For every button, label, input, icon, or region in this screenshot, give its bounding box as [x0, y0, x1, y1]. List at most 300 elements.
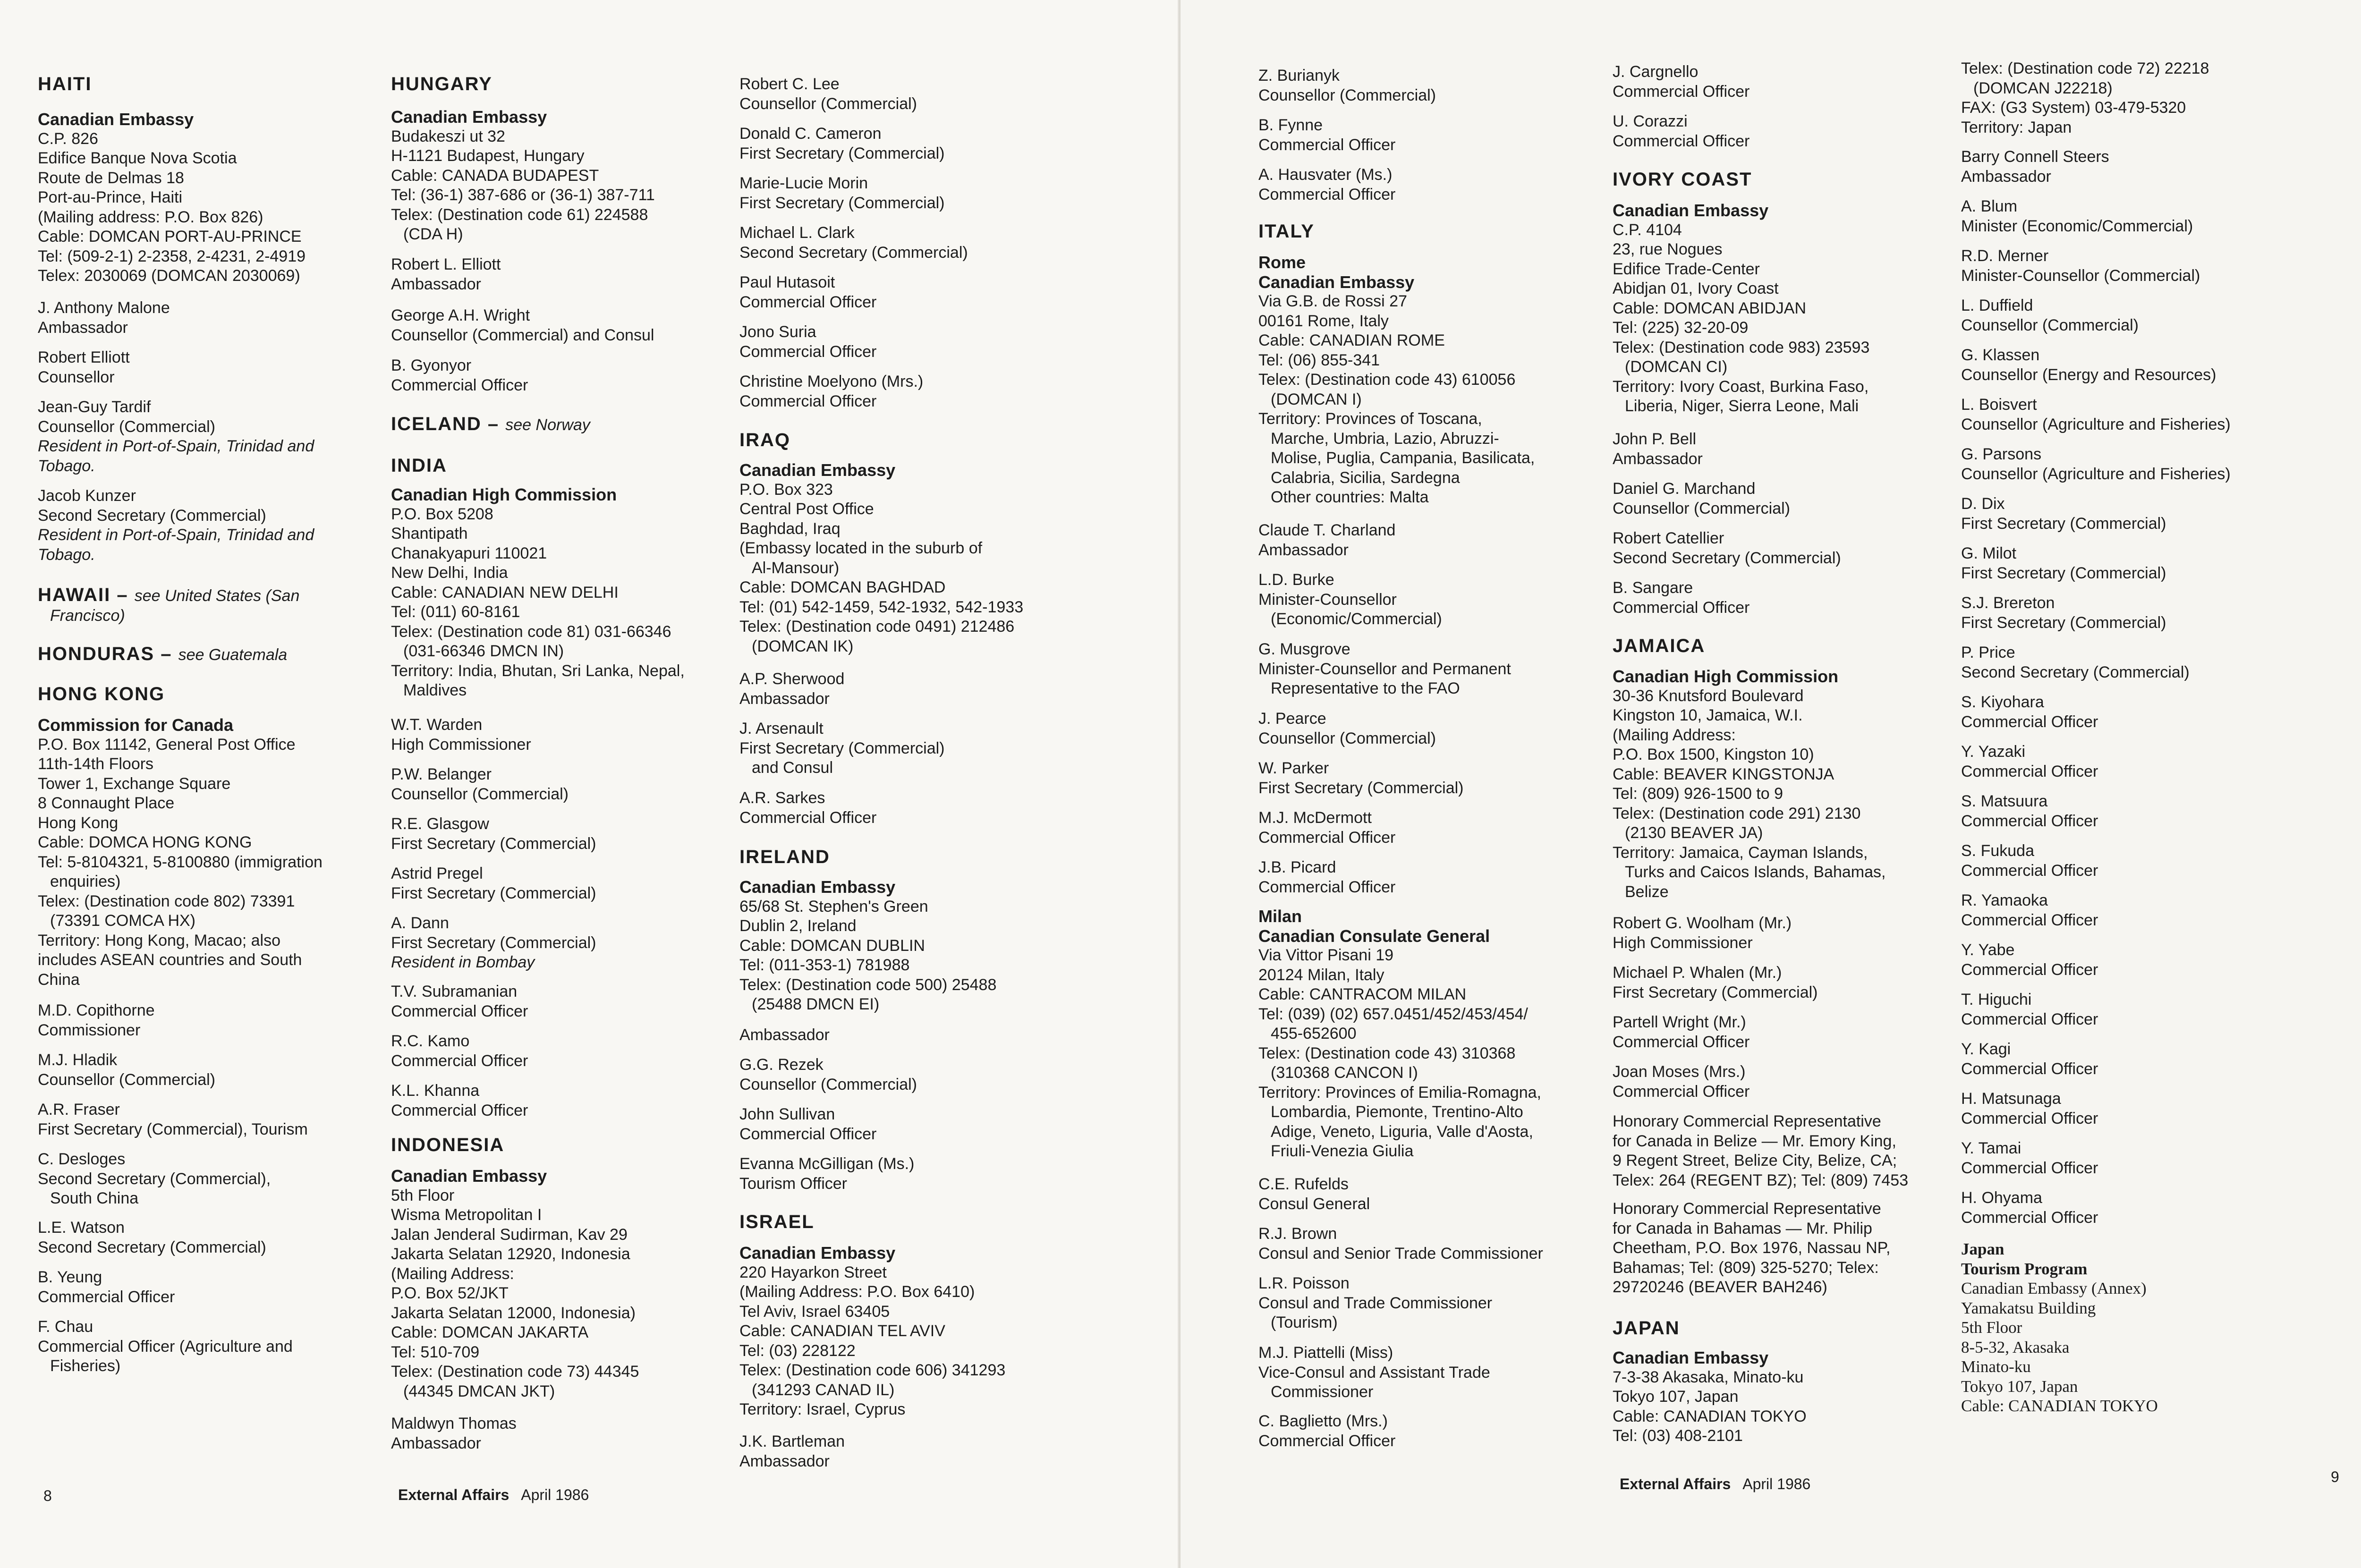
entry-line: J. Pearce	[1258, 710, 1326, 728]
office-heading: Rome	[1258, 253, 1306, 272]
office-heading: Canadian Embassy	[739, 1243, 896, 1263]
entry-line: Telex: (Destination code 606) 341293	[739, 1361, 1006, 1379]
entry-line: Tel: 510-709	[391, 1343, 480, 1361]
entry-line: P.W. Belanger	[391, 765, 492, 783]
office-heading: Canadian Embassy	[739, 877, 896, 897]
entry-line: Adige, Veneto, Liguria, Valle d'Aosta,	[1271, 1122, 1533, 1141]
entry-line: (25488 DMCN EI)	[752, 995, 880, 1013]
entry-line: 220 Hayarkon Street	[739, 1263, 887, 1281]
country-heading	[38, 644, 287, 665]
directory-entry	[1961, 593, 2166, 633]
directory-entry	[739, 460, 1023, 656]
entry-line: Y. Yabe	[1961, 941, 2015, 959]
directory-entry	[391, 864, 596, 903]
entry-line: Territory: India, Bhutan, Sri Lanka, Nepal,	[391, 661, 685, 680]
country-heading: IRELAND	[739, 847, 830, 867]
entry-line: Cable: DOMCAN JAKARTA	[391, 1323, 589, 1341]
entry-line: Counsellor (Commercial)	[38, 1070, 215, 1089]
entry-line: Resident in Port-of-Spain, Trinidad and	[38, 526, 314, 544]
entry-line: First Secretary (Commercial)	[739, 144, 945, 162]
directory-entry	[1961, 544, 2166, 583]
entry-line: Z. Burianyk	[1258, 67, 1340, 85]
entry-line: Robert L. Elliott	[391, 255, 501, 273]
dash: –	[154, 644, 178, 664]
directory-entry	[739, 788, 876, 828]
directory-entry	[739, 848, 830, 867]
entry-line: Telex: (Destination code 61) 224588	[391, 205, 648, 224]
entry-line: G. Parsons	[1961, 445, 2042, 463]
directory-entry	[1613, 529, 1841, 568]
entry-line: Minister (Economic/Commercial)	[1961, 217, 2193, 235]
entry-line: Counsellor (Agriculture and Fisheries)	[1961, 465, 2231, 483]
entry-line: (DOMCAN CI)	[1625, 358, 1728, 376]
entry-line: Commercial Officer	[1258, 185, 1396, 203]
footer-date: April 1986	[1742, 1475, 1811, 1492]
entry-line: Commercial Officer	[391, 1101, 528, 1119]
directory-entry	[1961, 1188, 2098, 1228]
entry-line: Calabria, Sicilia, Sardegna	[1271, 468, 1460, 487]
entry-line: Tel: (03) 228122	[739, 1341, 856, 1360]
entry-line: C.P. 826	[38, 129, 98, 148]
entry-line: Tel: (36-1) 387-686 or (36-1) 387-711	[391, 186, 655, 204]
directory-entry	[1961, 1040, 2098, 1079]
entry-line: for Canada in Bahamas — Mr. Philip	[1613, 1219, 1872, 1237]
entry-line: Consul and Senior Trade Commissioner	[1258, 1244, 1543, 1263]
entry-line: Cable: DOMCAN BAGHDAD	[739, 578, 946, 596]
directory-entry	[1961, 1089, 2098, 1128]
directory-entry	[739, 1243, 1005, 1420]
entry-line: Commercial Officer	[391, 1051, 528, 1070]
entry-line: Minister-Counsellor (Commercial)	[1961, 266, 2200, 285]
office-heading: Canadian Embassy	[1613, 201, 1769, 220]
entry-line: Michael L. Clark	[739, 224, 855, 242]
entry-line: L. Boisvert	[1961, 396, 2037, 414]
country-heading: HAITI	[38, 74, 92, 94]
entry-line: Territory: Hong Kong, Macao; also	[38, 931, 281, 949]
directory-entry	[391, 1032, 528, 1071]
directory-entry	[739, 877, 996, 1015]
entry-line: Commercial Officer	[1961, 712, 2098, 731]
entry-line: 7-3-38 Akasaka, Minato-ku	[1613, 1368, 1804, 1386]
office-heading: Canadian Embassy	[38, 110, 194, 129]
office-heading: Commission for Canada	[38, 715, 234, 735]
entry-line: C.E. Rufelds	[1258, 1175, 1349, 1193]
entry-line: (2130 BEAVER JA)	[1625, 824, 1763, 842]
entry-line: Tel: (039) (02) 657.0451/452/453/454/	[1258, 1005, 1528, 1023]
directory-entry	[739, 174, 944, 213]
entry-line: P.O. Box 5208	[391, 505, 493, 523]
entry-line: Counsellor (Agriculture and Fisheries)	[1961, 415, 2231, 433]
entry-line: Jono Suria	[739, 323, 816, 341]
entry-line: C. Baglietto (Mrs.)	[1258, 1412, 1388, 1430]
directory-entry	[1961, 197, 2193, 236]
entry-line: (44345 DMCAN JKT)	[403, 1382, 555, 1400]
entry-line: Robert G. Woolham (Mr.)	[1613, 914, 1792, 932]
office-heading: Canadian Embassy	[1258, 272, 1415, 292]
entry-line: Commercial Officer	[391, 376, 528, 394]
entry-line: Robert C. Lee	[739, 75, 840, 93]
dash: –	[110, 585, 135, 605]
directory-entry	[38, 685, 165, 704]
entry-line: B. Yeung	[38, 1268, 102, 1286]
country-heading: HONG KONG	[38, 684, 165, 704]
entry-line: Counsellor (Commercial)	[1258, 86, 1436, 104]
entry-line: Jacob Kunzer	[38, 487, 136, 505]
entry-line: M.J. Hladik	[38, 1051, 118, 1069]
entry-line: (Economic/Commercial)	[1271, 610, 1442, 628]
directory-entry	[38, 1100, 308, 1139]
entry-line: C. Desloges	[38, 1150, 126, 1168]
entry-line: 20124 Milan, Italy	[1258, 966, 1384, 984]
entry-line: Commercial Officer	[1961, 1159, 2098, 1177]
directory-entry	[1961, 742, 2098, 781]
entry-line: H-1121 Budapest, Hungary	[391, 147, 585, 165]
entry-line: G. Musgrove	[1258, 640, 1350, 658]
entry-line: South China	[50, 1189, 139, 1207]
directory-entry	[1613, 112, 1750, 151]
entry-line: Ambassador	[1613, 449, 1703, 468]
entry-line: Cable: CANTRACOM MILAN	[1258, 985, 1467, 1003]
entry-line: R.J. Brown	[1258, 1225, 1337, 1243]
entry-line: (031-66346 DMCN IN)	[403, 642, 564, 660]
country-name: HONDURAS	[38, 644, 155, 664]
entry-line: includes ASEAN countries and South	[38, 951, 302, 969]
entry-line: 5th Floor	[391, 1186, 455, 1204]
directory-entry	[1258, 222, 1315, 242]
entry-line: Counsellor (Commercial)	[739, 1075, 917, 1093]
office-heading: Canadian Embassy	[739, 460, 896, 480]
entry-line: Commissioner	[38, 1021, 141, 1039]
entry-line: Al-Mansour)	[752, 559, 840, 577]
footer-publication: External Affairs	[1620, 1475, 1731, 1492]
entry-line: Via Vittor Pisani 19	[1258, 946, 1394, 964]
entry-line: Commercial Officer	[1961, 1059, 2098, 1078]
entry-line: Tel: 5-8104321, 5-8100880 (immigration	[38, 853, 323, 871]
directory-entry	[1613, 479, 1790, 518]
entry-line: Tobago.	[38, 545, 95, 564]
entry-line: Commercial Officer	[1961, 812, 2098, 830]
entry-line: Marche, Umbria, Lazio, Abruzzi-	[1271, 429, 1499, 448]
entry-line: Cable: CANADIAN TOKYO	[1613, 1407, 1807, 1425]
entry-line: Barry Connell Steers	[1961, 148, 2109, 166]
entry-line: A. Dann	[391, 914, 449, 932]
office-heading: Canadian Consulate General	[1258, 926, 1490, 946]
directory-entry	[1258, 1412, 1395, 1451]
entry-line: Commercial Officer	[739, 392, 877, 410]
left-page-number: 8	[43, 1487, 52, 1504]
entry-line: A.R. Fraser	[38, 1101, 120, 1119]
directory-entry	[1961, 643, 2190, 682]
entry-line: Consul and Trade Commissioner	[1258, 1294, 1493, 1312]
directory-entry	[739, 1154, 914, 1194]
directory-entry	[38, 1001, 155, 1040]
entry-line: G.G. Rezek	[739, 1056, 824, 1074]
country-heading	[38, 585, 299, 606]
entry-line: 23, rue Nogues	[1613, 240, 1723, 258]
tourism-heading: Japan	[1961, 1240, 2004, 1258]
entry-line: First Secretary (Commercial)	[391, 884, 596, 902]
entry-line: 65/68 St. Stephen's Green	[739, 897, 928, 915]
footer-date: April 1986	[521, 1486, 589, 1503]
directory-entry	[739, 1105, 876, 1144]
directory-entry	[1613, 62, 1750, 102]
entry-line: George A.H. Wright	[391, 306, 530, 324]
directory-entry	[38, 644, 287, 665]
entry-line: China	[38, 970, 80, 989]
entry-line: P. Price	[1961, 644, 2015, 661]
entry-line: Christine Moelyono (Mrs.)	[739, 373, 924, 390]
entry-line: J.B. Picard	[1258, 858, 1336, 876]
entry-line: Ambassador	[739, 1452, 830, 1470]
entry-line: Cable: CANADA BUDAPEST	[391, 166, 599, 185]
entry-line: Chanakyapuri 110021	[391, 544, 547, 562]
entry-line: P.O. Box 1500, Kingston 10)	[1613, 746, 1814, 763]
entry-line: A.P. Sherwood	[739, 670, 845, 688]
entry-line: Commercial Officer	[1961, 762, 2098, 780]
entry-line: C.P. 4104	[1613, 220, 1682, 239]
directory-entry	[1613, 636, 1705, 656]
entry-line: John P. Bell	[1613, 430, 1697, 448]
entry-line: Counsellor (Energy and Resources)	[1961, 365, 2217, 384]
entry-line: U. Corazzi	[1613, 112, 1688, 130]
country-heading	[391, 415, 590, 435]
directory-entry	[38, 348, 130, 387]
entry-line: Ambassador	[38, 318, 128, 337]
entry-line: Francisco)	[50, 606, 125, 625]
see-reference: see Norway	[505, 416, 590, 434]
directory-entry	[391, 255, 501, 294]
entry-line: Resident in Bombay	[391, 953, 535, 971]
entry-line: Ambassador	[391, 1434, 481, 1452]
entry-line: Commercial Officer	[739, 342, 877, 361]
entry-line: Tel: (01) 542-1459, 542-1932, 542-1933	[739, 598, 1024, 616]
directory-entry	[1961, 296, 2139, 335]
entry-line: First Secretary (Commercial)	[391, 933, 596, 952]
entry-line: M.D. Copithorne	[38, 1001, 155, 1019]
directory-entry	[1613, 170, 1752, 190]
entry-line: Tokyo 107, Japan	[1961, 1377, 2078, 1396]
entry-line: Territory: Ivory Coast, Burkina Faso,	[1613, 377, 1869, 396]
entry-line: Resident in Port-of-Spain, Trinidad and	[38, 437, 314, 455]
country-heading: INDIA	[391, 455, 447, 476]
right-page	[1180, 0, 2361, 1568]
entry-line: Molise, Puglia, Campania, Basilicata,	[1271, 449, 1535, 467]
entry-line: Baghdad, Iraq	[739, 519, 841, 538]
directory-entry	[1258, 759, 1463, 798]
entry-line: Belize	[1625, 882, 1669, 901]
entry-line: Cable: DOMCAN ABIDJAN	[1613, 299, 1806, 317]
directory-entry	[38, 1317, 293, 1376]
entry-line: for Canada in Belize — Mr. Emory King,	[1613, 1132, 1896, 1150]
entry-line: Territory: Israel, Cyprus	[739, 1400, 906, 1418]
entry-line: P.O. Box 11142, General Post Office	[38, 735, 296, 754]
entry-line: Jean-Guy Tardif	[38, 398, 151, 416]
entry-line: Commercial Officer	[38, 1288, 175, 1306]
entry-line: Cable: CANADIAN TEL AVIV	[739, 1322, 945, 1340]
entry-line: Telex: (Destination code 983) 23593	[1613, 338, 1870, 356]
directory-entry	[1961, 693, 2098, 732]
entry-line: A. Blum	[1961, 197, 2018, 215]
entry-line: Cable: CANADIAN ROME	[1258, 331, 1445, 349]
directory-entry	[38, 715, 323, 990]
directory-entry	[739, 372, 923, 411]
directory-entry	[1961, 147, 2109, 186]
directory-entry	[1613, 1112, 1908, 1190]
entry-line: Donald C. Cameron	[739, 125, 882, 143]
entry-line: B. Sangare	[1613, 579, 1693, 597]
entry-line: B. Gyonyor	[391, 356, 472, 374]
entry-line: Canadian Embassy (Annex)	[1961, 1279, 2147, 1297]
entry-line: Second Secretary (Commercial)	[1961, 663, 2190, 681]
entry-line: Port-au-Prince, Haiti	[38, 188, 183, 206]
directory-entry	[1613, 430, 1703, 469]
entry-line: Marie-Lucie Morin	[739, 174, 868, 192]
directory-entry	[739, 431, 790, 450]
entry-line: 5th Floor	[1961, 1318, 2022, 1337]
entry-line: Tel: (011-353-1) 781988	[739, 956, 910, 974]
entry-line: T. Higuchi	[1961, 991, 2032, 1009]
entry-line: S.J. Brereton	[1961, 594, 2055, 612]
entry-line: Michael P. Whalen (Mr.)	[1613, 964, 1782, 982]
entry-line: Cable: CANADIAN TOKYO	[1961, 1397, 2158, 1415]
entry-line: G. Milot	[1961, 544, 2017, 562]
directory-entry	[739, 1026, 830, 1045]
directory-entry	[1258, 116, 1395, 155]
entry-line: Telex: (Destination code 73) 44345	[391, 1363, 639, 1381]
entry-line: 8 Connaught Place	[38, 794, 175, 812]
entry-line: T.V. Subramanian	[391, 983, 518, 1000]
entry-line: S. Kiyohara	[1961, 693, 2044, 711]
entry-line: First Secretary (Commercial)	[1961, 514, 2166, 533]
entry-line: Telex: (Destination code 43) 610056	[1258, 371, 1516, 389]
entry-line: (Embassy located in the suburb of	[739, 539, 983, 557]
entry-line: Commercial Officer	[1961, 1109, 2098, 1127]
entry-line: (Mailing address: P.O. Box 826)	[38, 208, 263, 226]
directory-entry	[38, 1218, 266, 1257]
entry-line: P.O. Box 52/JKT	[391, 1284, 509, 1302]
entry-line: H. Matsunaga	[1961, 1090, 2061, 1108]
entry-line: Cable: CANADIAN NEW DELHI	[391, 583, 619, 602]
entry-line: Evanna McGilligan (Ms.)	[739, 1155, 915, 1173]
entry-line: (Tourism)	[1271, 1314, 1338, 1331]
entry-line: Jalan Jenderal Sudirman, Kav 29	[391, 1225, 628, 1244]
directory-entry	[1961, 494, 2166, 534]
entry-line: Telex: (Destination code 0491) 212486	[739, 618, 1015, 636]
directory-entry	[1258, 66, 1436, 105]
directory-entry	[391, 1136, 504, 1155]
entry-line: Ambassador	[1961, 167, 2051, 186]
entry-line: Counsellor	[38, 368, 115, 386]
entry-line: Counsellor (Commercial)	[1613, 499, 1790, 517]
entry-line: (CDA H)	[403, 225, 463, 243]
directory-entry	[739, 75, 917, 114]
directory-entry	[1961, 941, 2098, 980]
directory-entry	[1258, 907, 1541, 1161]
country-heading: HUNGARY	[391, 74, 493, 94]
directory-entry	[1258, 1274, 1492, 1333]
entry-line: (341293 CANAD IL)	[752, 1381, 895, 1399]
entry-line: Counsellor (Commercial)	[38, 417, 215, 436]
directory-entry	[391, 75, 493, 94]
entry-line: 455-652600	[1271, 1025, 1357, 1043]
entry-line: Other countries: Malta	[1271, 488, 1429, 506]
directory-entry	[739, 322, 876, 362]
entry-line: Dublin 2, Ireland	[739, 917, 857, 935]
entry-line: Honorary Commercial Representative	[1613, 1200, 1881, 1218]
directory-entry	[739, 273, 876, 312]
entry-line: Paul Hutasoit	[739, 273, 835, 291]
entry-line: K.L. Khanna	[391, 1082, 480, 1100]
country-heading: JAMAICA	[1613, 636, 1706, 656]
entry-line: Y. Tamai	[1961, 1139, 2021, 1157]
directory-entry	[391, 1081, 528, 1120]
entry-line: Budakeszi ut 32	[391, 127, 505, 145]
entry-line: Tobago.	[38, 457, 95, 475]
directory-entry	[391, 1414, 517, 1453]
country-heading: JAPAN	[1613, 1318, 1680, 1339]
entry-line: Friuli-Venezia Giulia	[1271, 1142, 1414, 1160]
entry-line: J. Anthony Malone	[38, 299, 170, 317]
office-heading: Canadian Embassy	[1613, 1348, 1769, 1367]
entry-line: Maldwyn Thomas	[391, 1415, 517, 1432]
entry-line: Commissioner	[1271, 1383, 1374, 1401]
entry-line: 29720246 (BEAVER BAH246)	[1613, 1278, 1827, 1296]
directory-entry	[1258, 858, 1395, 897]
dash: –	[481, 414, 506, 434]
country-heading: ITALY	[1258, 221, 1315, 242]
entry-line: Hong Kong	[38, 814, 119, 832]
entry-line: Counsellor (Commercial)	[1258, 729, 1436, 747]
directory-entry	[391, 485, 685, 701]
entry-line: P.O. Box 323	[739, 480, 833, 499]
directory-entry	[38, 298, 170, 338]
entry-line: Wisma Metropolitan I	[391, 1206, 542, 1224]
directory-entry	[1258, 1175, 1370, 1214]
entry-line: A.R. Sarkes	[739, 789, 825, 807]
entry-line: Bahamas; Tel: (809) 325-5270; Telex:	[1613, 1258, 1879, 1277]
directory-entry	[1258, 1224, 1543, 1263]
directory-entry	[1961, 395, 2231, 434]
entry-line: H. Ohyama	[1961, 1189, 2042, 1207]
entry-line: Ambassador	[391, 275, 481, 293]
entry-line: G. Klassen	[1961, 346, 2040, 364]
directory-entry	[391, 456, 447, 476]
entry-line: L. Duffield	[1961, 297, 2033, 314]
entry-line: Territory: Japan	[1961, 118, 2072, 136]
entry-line: Cable: DOMCA HONG KONG	[38, 833, 252, 851]
entry-line: Minister-Counsellor	[1258, 590, 1397, 609]
office-heading: Canadian Embassy	[391, 107, 547, 127]
entry-line: Commercial Officer	[1258, 1432, 1396, 1450]
entry-line: Telex: (Destination code 291) 2130	[1613, 804, 1861, 822]
entry-line: Second Secretary (Commercial)	[38, 506, 266, 525]
entry-line: R. Yamaoka	[1961, 891, 2048, 909]
directory-entry	[1613, 1319, 1680, 1339]
entry-line: Commercial Officer	[1961, 911, 2098, 929]
country-heading: IVORY COAST	[1613, 169, 1752, 190]
entry-line: (73391 COMCA HX)	[50, 912, 195, 930]
directory-entry	[1961, 841, 2098, 881]
directory-entry	[391, 415, 590, 435]
entry-line: Cheetham, P.O. Box 1976, Nassau NP,	[1613, 1239, 1891, 1257]
directory-entry	[38, 486, 314, 565]
entry-line: Commercial Officer	[1961, 1010, 2098, 1028]
entry-line: Tel Aviv, Israel 63405	[739, 1302, 890, 1321]
directory-entry	[739, 223, 968, 263]
entry-line: Tokyo 107, Japan	[1613, 1388, 1739, 1406]
entry-line: Kingston 10, Jamaica, W.I.	[1613, 706, 1803, 724]
entry-line: Commercial Officer	[1961, 1208, 2098, 1227]
